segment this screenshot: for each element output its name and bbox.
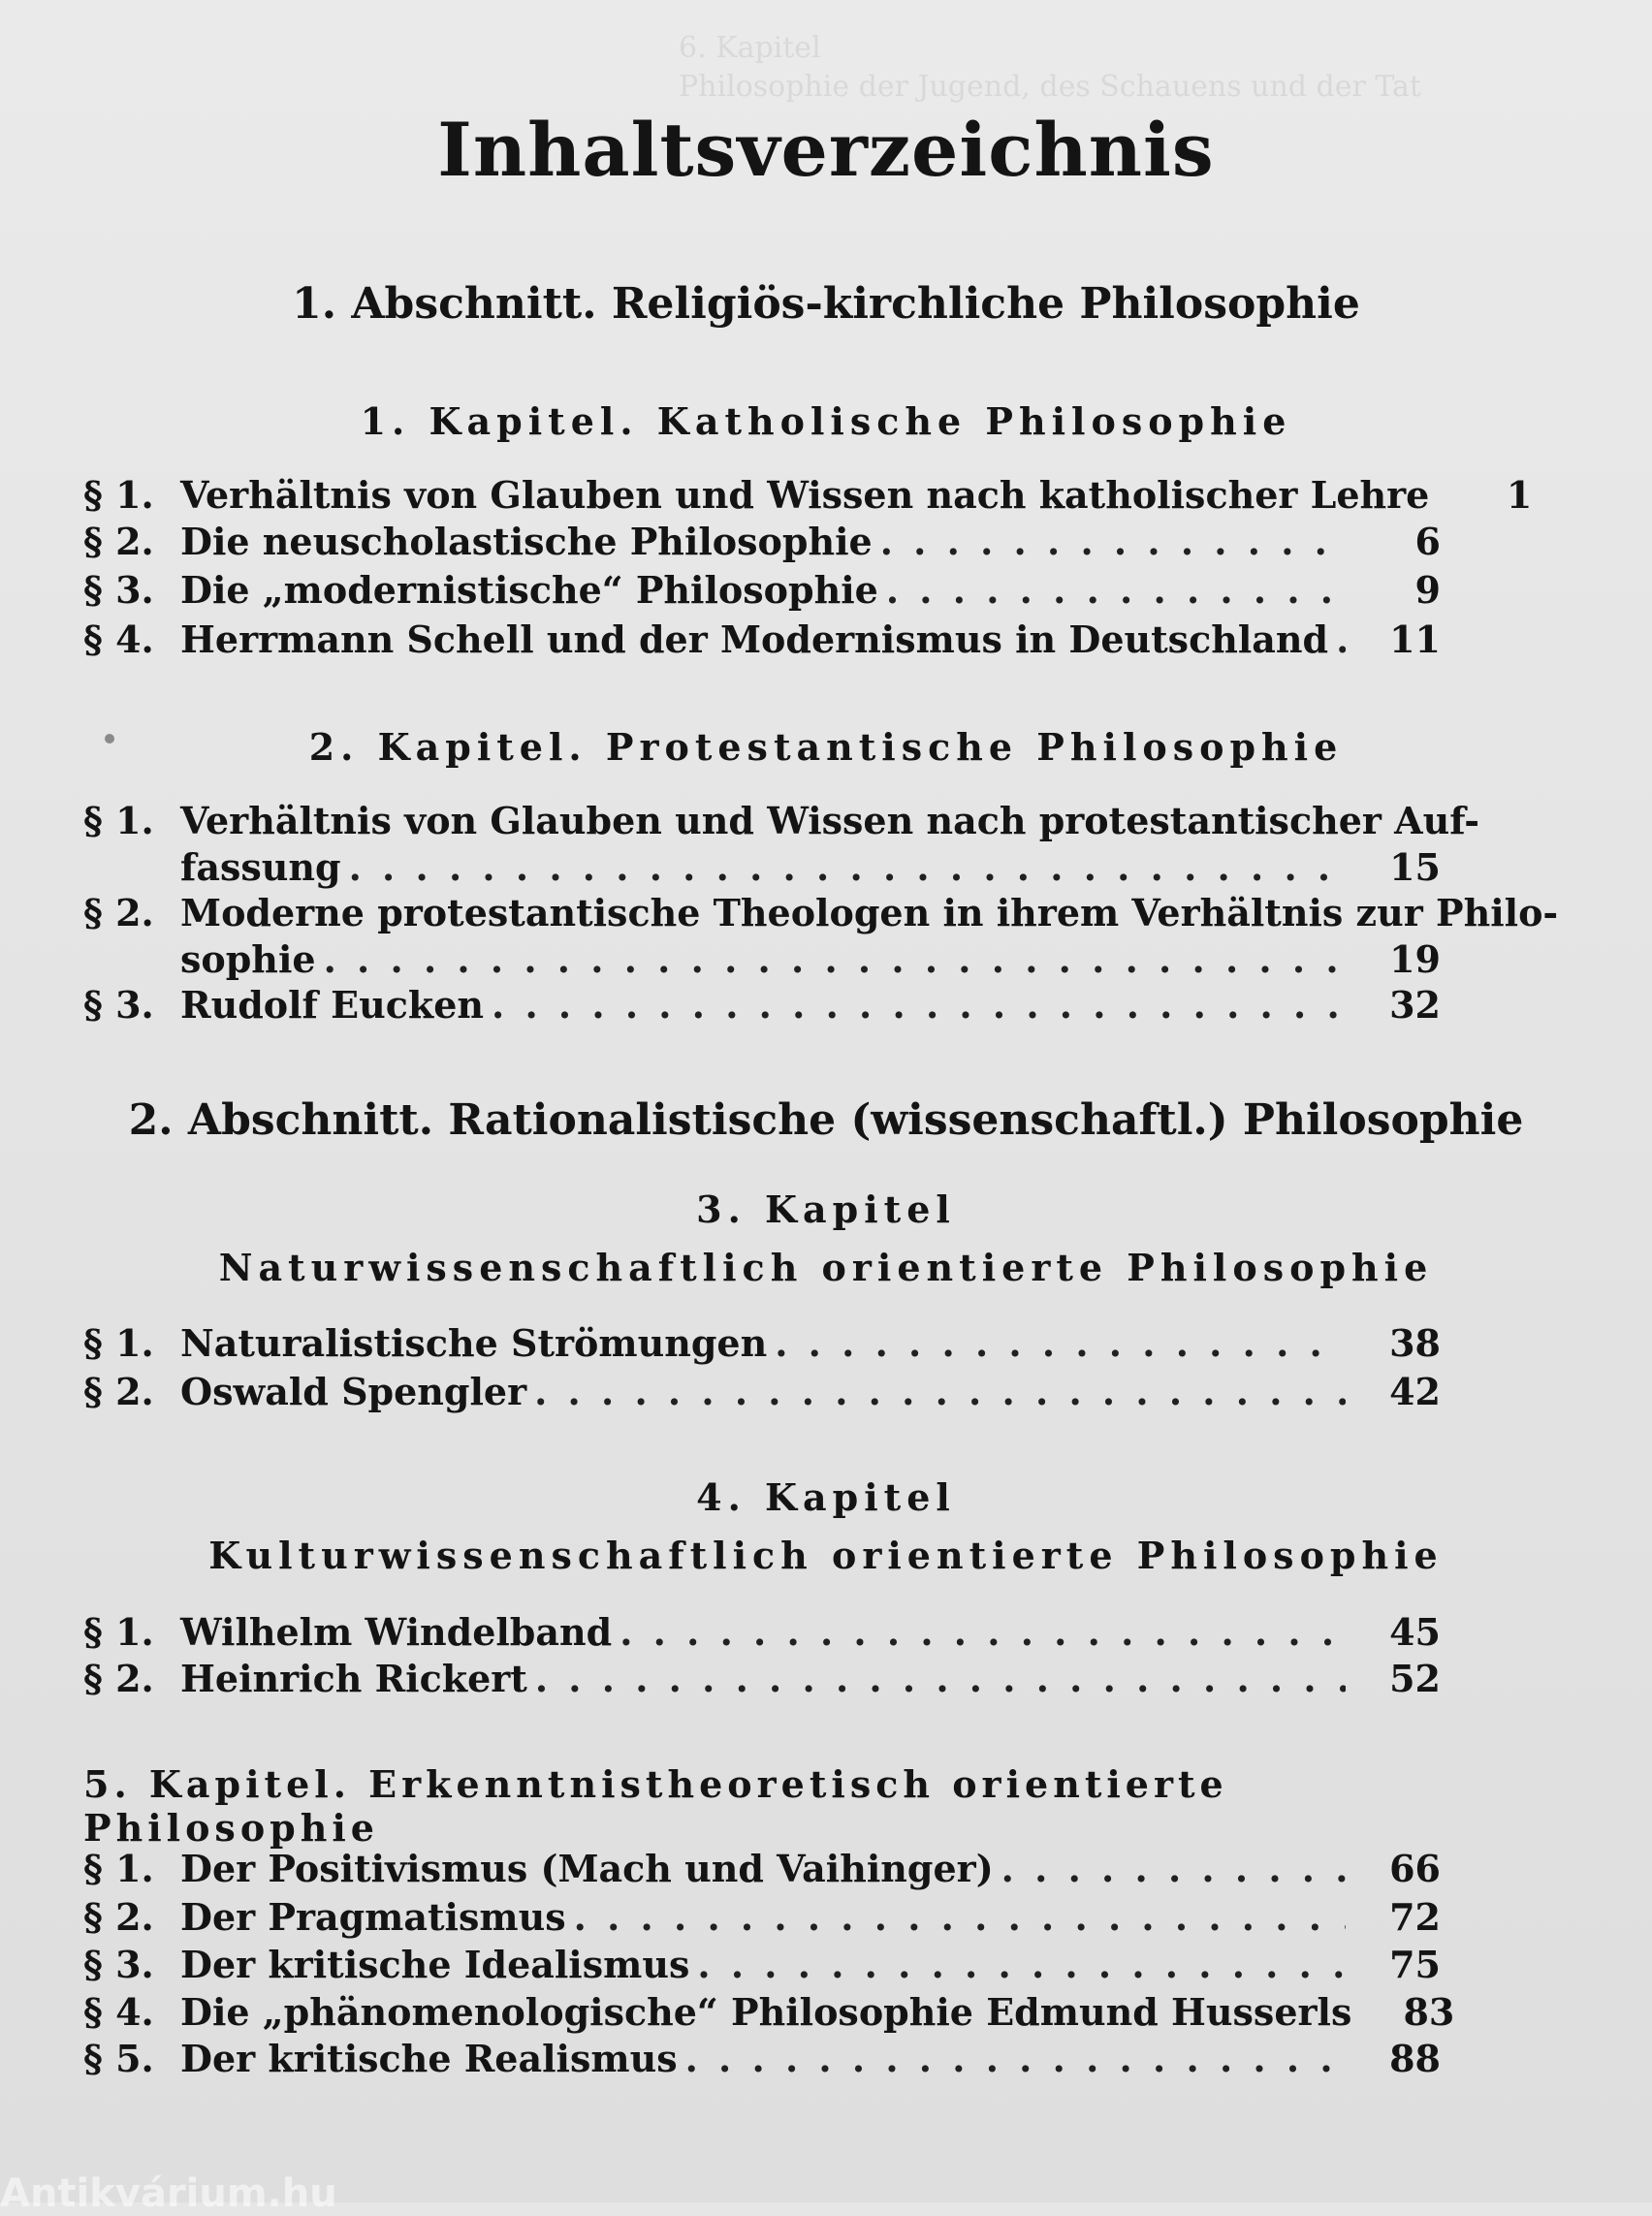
entry-page: 32	[1389, 983, 1441, 1027]
toc-entry	[83, 1609, 1441, 1656]
entry-page: 83	[1403, 1990, 1455, 2034]
dot-leader	[775, 1320, 1346, 1367]
entry-number: § 3.	[83, 1943, 154, 1986]
entry-page: 6	[1414, 520, 1441, 563]
dot-leader	[349, 844, 1346, 891]
entry-title: Verhältnis von Glauben und Wissen nach protestantischer Auf-	[180, 799, 1480, 842]
entry-number: § 1.	[83, 1847, 154, 1890]
entry-number: § 2.	[83, 520, 154, 563]
dot-leader	[492, 982, 1346, 1029]
chapter-heading-2: 2. Kapitel. Protestantische Philosophie	[308, 725, 1344, 769]
entry-title: Die „modernistische“ Philosophie	[180, 568, 878, 612]
toc-entry	[83, 798, 1480, 891]
toc-entry	[83, 472, 1533, 519]
toc-entry	[83, 1369, 1441, 1415]
entry-page: 11	[1389, 617, 1441, 661]
entry-page: 66	[1389, 1847, 1441, 1890]
entry-number: § 4.	[83, 1990, 154, 2034]
toc-entry	[83, 1989, 1455, 2036]
entry-number: § 2.	[83, 1895, 154, 1939]
toc-entry	[83, 567, 1441, 614]
entry-number: § 3.	[83, 983, 154, 1027]
entry-title: Moderne protestantische Theologen in ihrem Verhältnis zur Philo-	[180, 891, 1559, 934]
entry-number: § 4.	[83, 617, 154, 661]
page-title: Inhaltsverzeichnis	[437, 107, 1215, 193]
entry-page: 88	[1389, 2037, 1441, 2080]
watermark: Antikvárium.hu	[0, 2171, 337, 2216]
entry-number: § 2.	[83, 891, 154, 934]
entry-title: Naturalistische Strömungen	[180, 1321, 768, 1365]
entry-title: Der kritische Idealismus	[180, 1943, 690, 1986]
entry-page: 75	[1389, 1943, 1441, 1986]
dot-leader	[1336, 617, 1346, 663]
entry-title: Rudolf Eucken	[180, 983, 484, 1027]
entry-page: 38	[1389, 1321, 1441, 1365]
entry-title: Der Positivismus (Mach und Vaihinger)	[180, 1847, 994, 1890]
dot-leader	[685, 2036, 1346, 2082]
entry-page: 1	[1506, 473, 1533, 517]
toc-entry	[83, 982, 1441, 1029]
toc-entry	[83, 2036, 1441, 2082]
entry-title-continuation: sophie	[180, 937, 316, 981]
entry-page: 45	[1389, 1610, 1441, 1654]
section-heading-2: 2. Abschnitt. Rationalistische (wissenschaftl.) Philosophie	[128, 1095, 1524, 1145]
chapter-heading-5: 5. Kapitel. Erkenntnistheoretisch orientierte Philosophie	[83, 1762, 1228, 1850]
entry-title: Der Pragmatismus	[180, 1895, 566, 1939]
dot-leader	[880, 519, 1346, 565]
entry-number: § 1.	[83, 473, 154, 517]
entry-number: § 3.	[83, 568, 154, 612]
dot-leader	[324, 936, 1346, 983]
dot-leader	[1001, 1846, 1346, 1892]
chapter-subtitle-4: Kulturwissenschaftlich orientierte Philosophie	[208, 1534, 1444, 1577]
entry-page: 72	[1389, 1895, 1441, 1939]
section-heading-1: 1. Abschnitt. Religiös-kirchliche Philosophie	[292, 279, 1360, 329]
dot-leader	[574, 1894, 1346, 1941]
entry-number: § 5.	[83, 2037, 154, 2080]
entry-title: Heinrich Rickert	[180, 1657, 527, 1700]
dot-leader	[697, 1942, 1346, 1988]
toc-entry	[83, 1942, 1441, 1988]
entry-number: § 1.	[83, 799, 154, 842]
entry-title-continuation: fassung	[180, 845, 341, 889]
chapter-heading-1: 1. Kapitel. Katholische Philosophie	[360, 399, 1292, 443]
entry-page: 9	[1414, 568, 1441, 612]
entry-title: Der kritische Realismus	[180, 2037, 678, 2080]
toc-entry	[83, 890, 1559, 983]
toc-entry	[83, 1320, 1441, 1367]
entry-page: 42	[1389, 1370, 1441, 1413]
entry-number: § 2.	[83, 1657, 154, 1700]
entry-page: 15	[1389, 845, 1441, 889]
entry-title: Verhältnis von Glauben und Wissen nach katholischer Lehre	[180, 473, 1430, 517]
dot-leader	[620, 1609, 1346, 1656]
entry-title: Herrmann Schell und der Modernismus in Deutschland	[180, 617, 1329, 661]
dot-leader	[886, 567, 1346, 614]
toc-entry	[83, 1846, 1441, 1892]
entry-title: Oswald Spengler	[180, 1370, 527, 1413]
toc-entry	[83, 1656, 1441, 1702]
toc-entry	[83, 617, 1441, 663]
toc-entry	[83, 1894, 1441, 1941]
dot-leader	[534, 1369, 1346, 1415]
entry-number: § 1.	[83, 1610, 154, 1654]
entry-page: 52	[1389, 1657, 1441, 1700]
toc-entry	[83, 519, 1441, 565]
entry-title: Die neuscholastische Philosophie	[180, 520, 873, 563]
chapter-subtitle-3: Naturwissenschaftlich orientierte Philosophie	[218, 1246, 1434, 1289]
bleed-through-text: 6. Kapitel Philosophie der Jugend, des Schauens und der Tat	[679, 31, 1421, 104]
dot-leader	[535, 1656, 1346, 1702]
chapter-heading-4: 4. Kapitel	[696, 1475, 956, 1519]
entry-number: § 2.	[83, 1370, 154, 1413]
entry-number: § 1.	[83, 1321, 154, 1365]
entry-title: Die „phänomenologische“ Philosophie Edmund Husserls	[180, 1990, 1352, 2034]
entry-title: Wilhelm Windelband	[180, 1610, 613, 1654]
chapter-heading-3: 3. Kapitel	[696, 1187, 956, 1231]
entry-page: 19	[1389, 937, 1441, 981]
